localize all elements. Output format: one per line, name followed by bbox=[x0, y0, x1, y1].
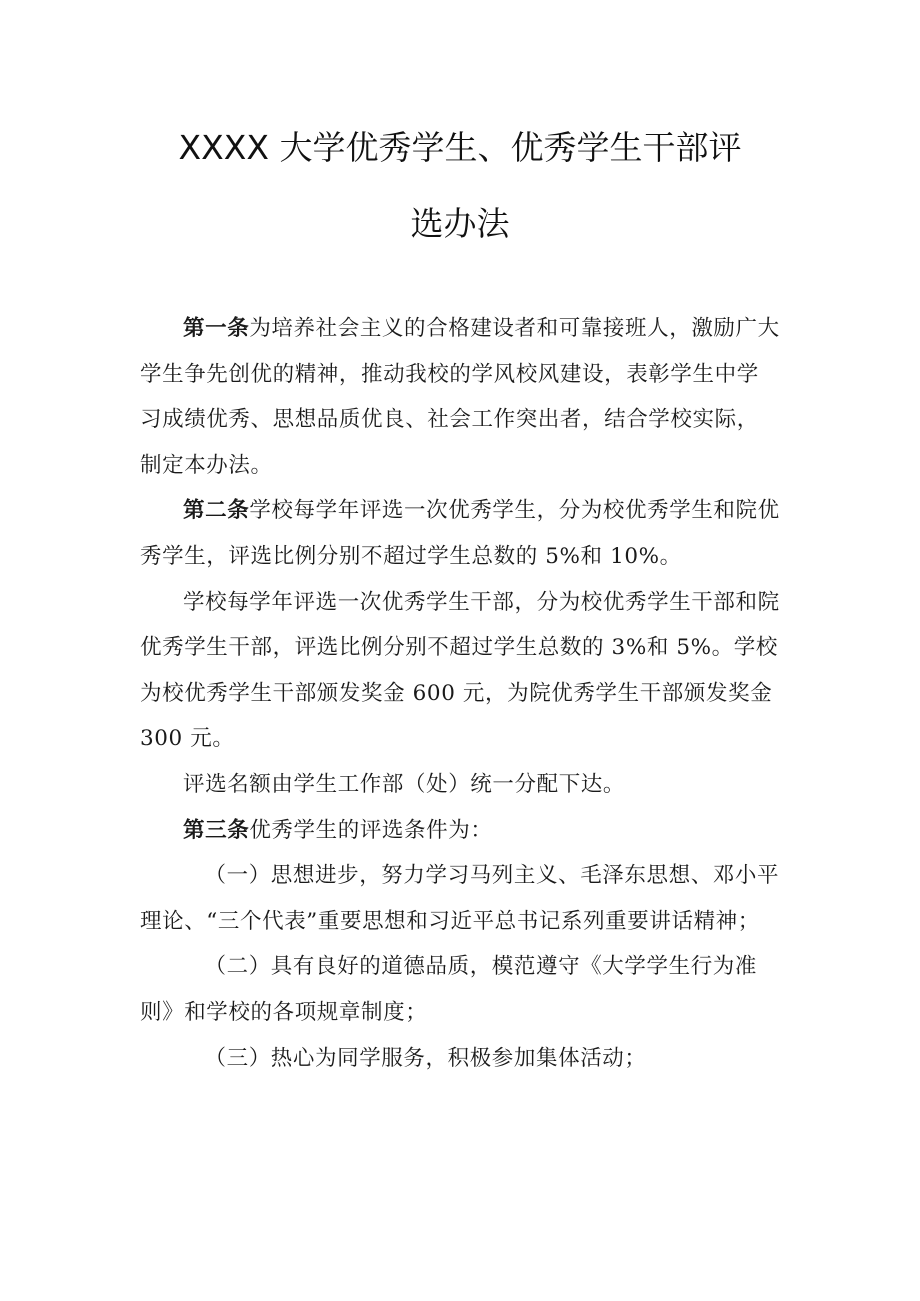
article-2-quota-paragraph bbox=[140, 762, 780, 808]
document-body bbox=[140, 306, 780, 1081]
article-2-quota-text: 评选名额由学生工作部（处）统一分配下达。 bbox=[183, 771, 626, 797]
document-title-line-2: 选办法 bbox=[410, 204, 510, 243]
article-3-paragraph bbox=[140, 808, 780, 854]
condition-3-text: （三）热心为同学服务，积极参加集体活动； bbox=[204, 1045, 647, 1071]
article-2-cadre-paragraph bbox=[140, 580, 780, 762]
article-1-paragraph bbox=[140, 306, 780, 488]
condition-1-paragraph bbox=[140, 853, 780, 944]
document-title-line-1: XXXX 大学优秀学生、优秀学生干部评 bbox=[178, 128, 742, 167]
article-3-heading: 第三条 bbox=[183, 817, 250, 843]
article-2-cadre-text: 学校每学年评选一次优秀学生干部，分为校优秀学生干部和院优秀学生干部，评选比例分别不超过学生总数的 3%和 5%。学校为校优秀学生干部颁发奖金 600 元，为院优秀学生干部颁发奖金 300 元。 bbox=[140, 589, 780, 752]
article-1-heading: 第一条 bbox=[183, 316, 250, 341]
article-3-text: 优秀学生的评选条件为： bbox=[249, 817, 493, 843]
condition-1-text: （一）思想进步，努力学习马列主义、毛泽东思想、邓小平理论、“三个代表”重要思想和习近平总书记系列重要讲话精神； bbox=[140, 863, 780, 934]
article-2-heading: 第二条 bbox=[183, 498, 250, 524]
article-2-text: 学校每学年评选一次优秀学生，分为校优秀学生和院优秀学生，评选比例分别不超过学生总数的 5%和 10%。 bbox=[140, 498, 780, 569]
article-1-text: 为培养社会主义的合格建设者和可靠接班人，激励广大学生争先创优的精神，推动我校的学风校风建设，表彰学生中学习成绩优秀、思想品质优良、社会工作突出者，结合学校实际，制定本办法。 bbox=[140, 316, 780, 478]
condition-3-paragraph bbox=[140, 1036, 780, 1082]
condition-2-paragraph bbox=[140, 944, 780, 1035]
article-2-paragraph bbox=[140, 488, 780, 579]
condition-2-text: （二）具有良好的道德品质，模范遵守《大学学生行为准则》和学校的各项规章制度； bbox=[140, 954, 758, 1025]
